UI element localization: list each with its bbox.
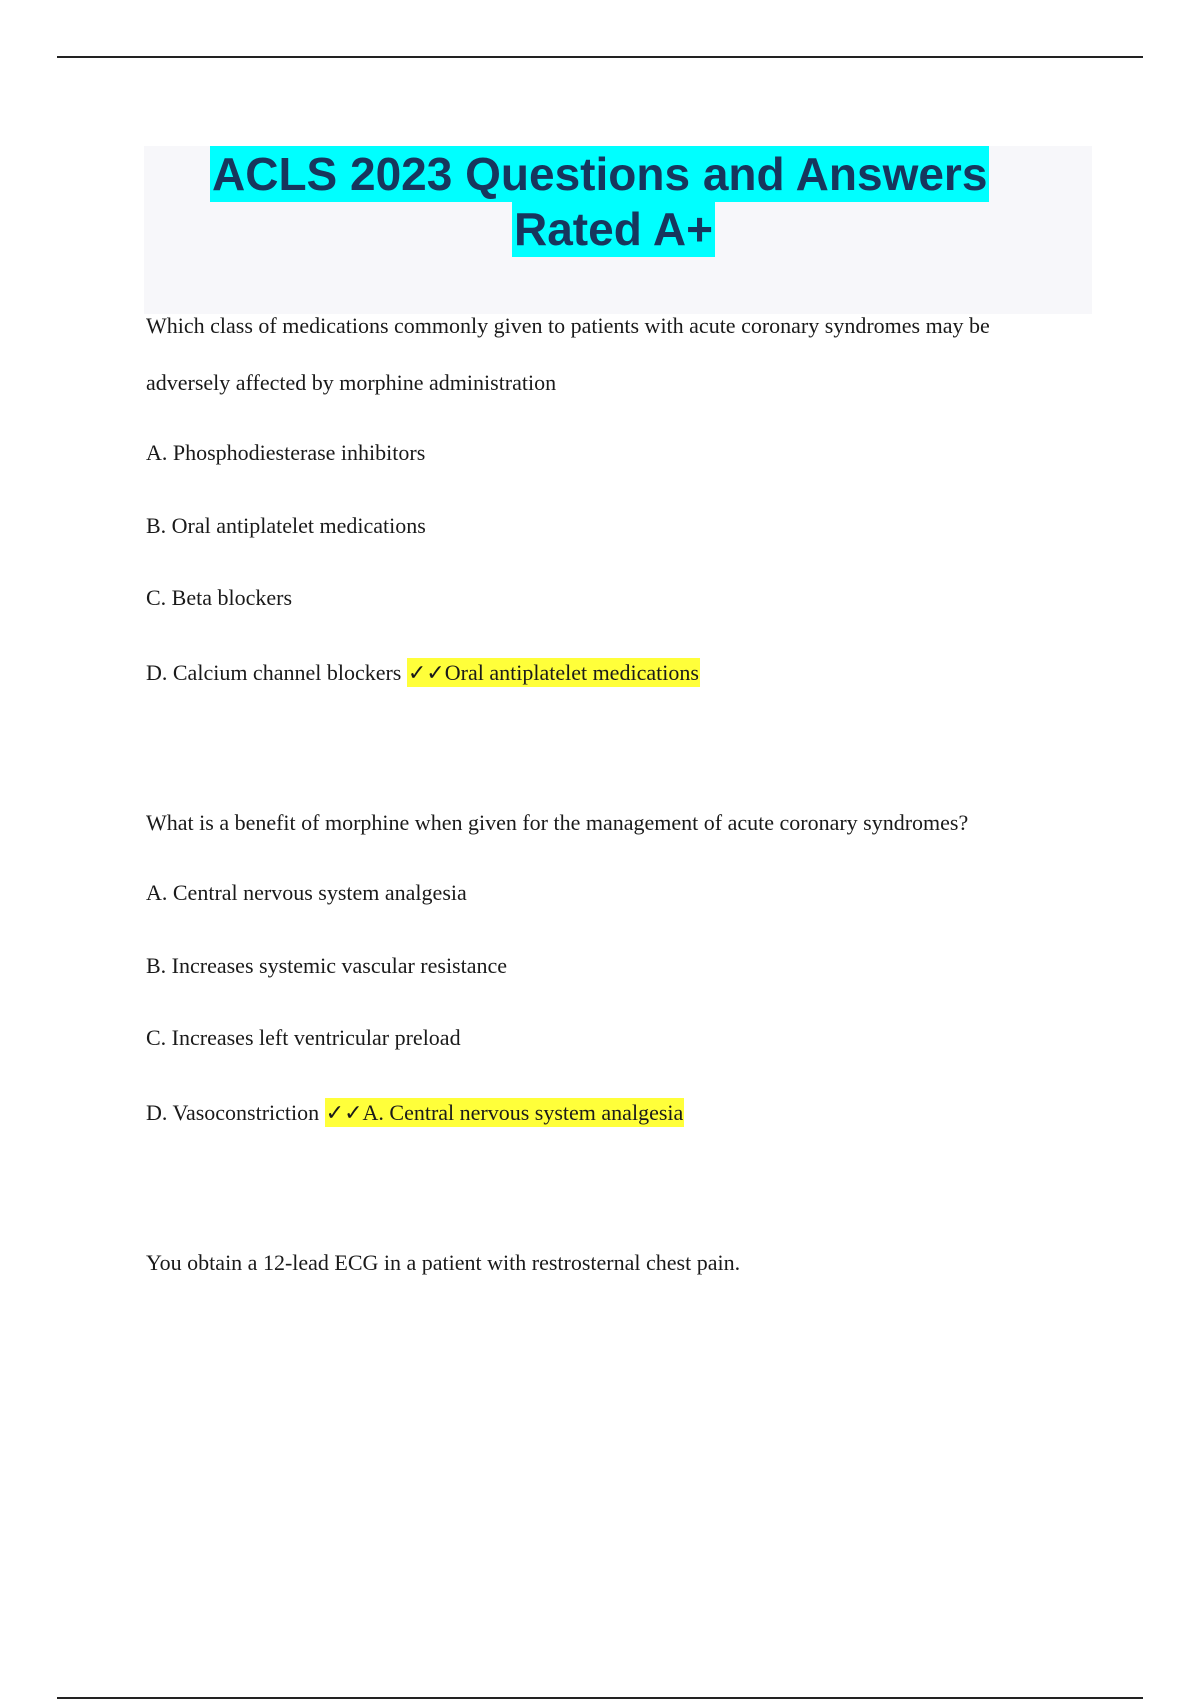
q2-stem: What is a benefit of morphine when given for the management of acute coronary syndromes? bbox=[146, 810, 969, 835]
title-line-2: Rated A+ bbox=[514, 203, 713, 255]
q2-answer-highlight bbox=[325, 1098, 685, 1127]
q2-option-d: D. Vasoconstriction bbox=[146, 1100, 320, 1125]
q1-stem-line-1: Which class of medications commonly given to patients with acute coronary syndromes may be bbox=[146, 313, 990, 338]
title-block bbox=[144, 146, 1092, 314]
double-check-icon: ✓✓ bbox=[325, 1101, 363, 1126]
q1-option-a: A. Phosphodiesterase inhibitors bbox=[146, 440, 426, 465]
q1-option-d: D. Calcium channel blockers bbox=[146, 660, 402, 685]
q1-answer-highlight bbox=[407, 658, 700, 687]
q2-option-a: A. Central nervous system analgesia bbox=[146, 880, 467, 905]
q3-stem: You obtain a 12-lead ECG in a patient with restrosternal chest pain. bbox=[146, 1250, 741, 1275]
q2-option-b: B. Increases systemic vascular resistance bbox=[146, 953, 508, 978]
bottom-rule bbox=[57, 1697, 1143, 1699]
q2-option-c: C. Increases left ventricular preload bbox=[146, 1025, 461, 1050]
q1-option-d-row bbox=[146, 660, 700, 687]
top-rule bbox=[57, 56, 1143, 58]
double-check-icon: ✓✓ bbox=[407, 661, 445, 686]
title-line-1: ACLS 2023 Questions and Answers bbox=[212, 148, 988, 200]
q2-option-d-row bbox=[146, 1100, 684, 1127]
q1-answer: Oral antiplatelet medications bbox=[444, 660, 699, 685]
q1-stem-line-2: adversely affected by morphine administration bbox=[146, 370, 557, 395]
q1-option-c: C. Beta blockers bbox=[146, 585, 293, 610]
q1-option-b: B. Oral antiplatelet medications bbox=[146, 513, 426, 538]
q2-answer: A. Central nervous system analgesia bbox=[362, 1100, 684, 1125]
